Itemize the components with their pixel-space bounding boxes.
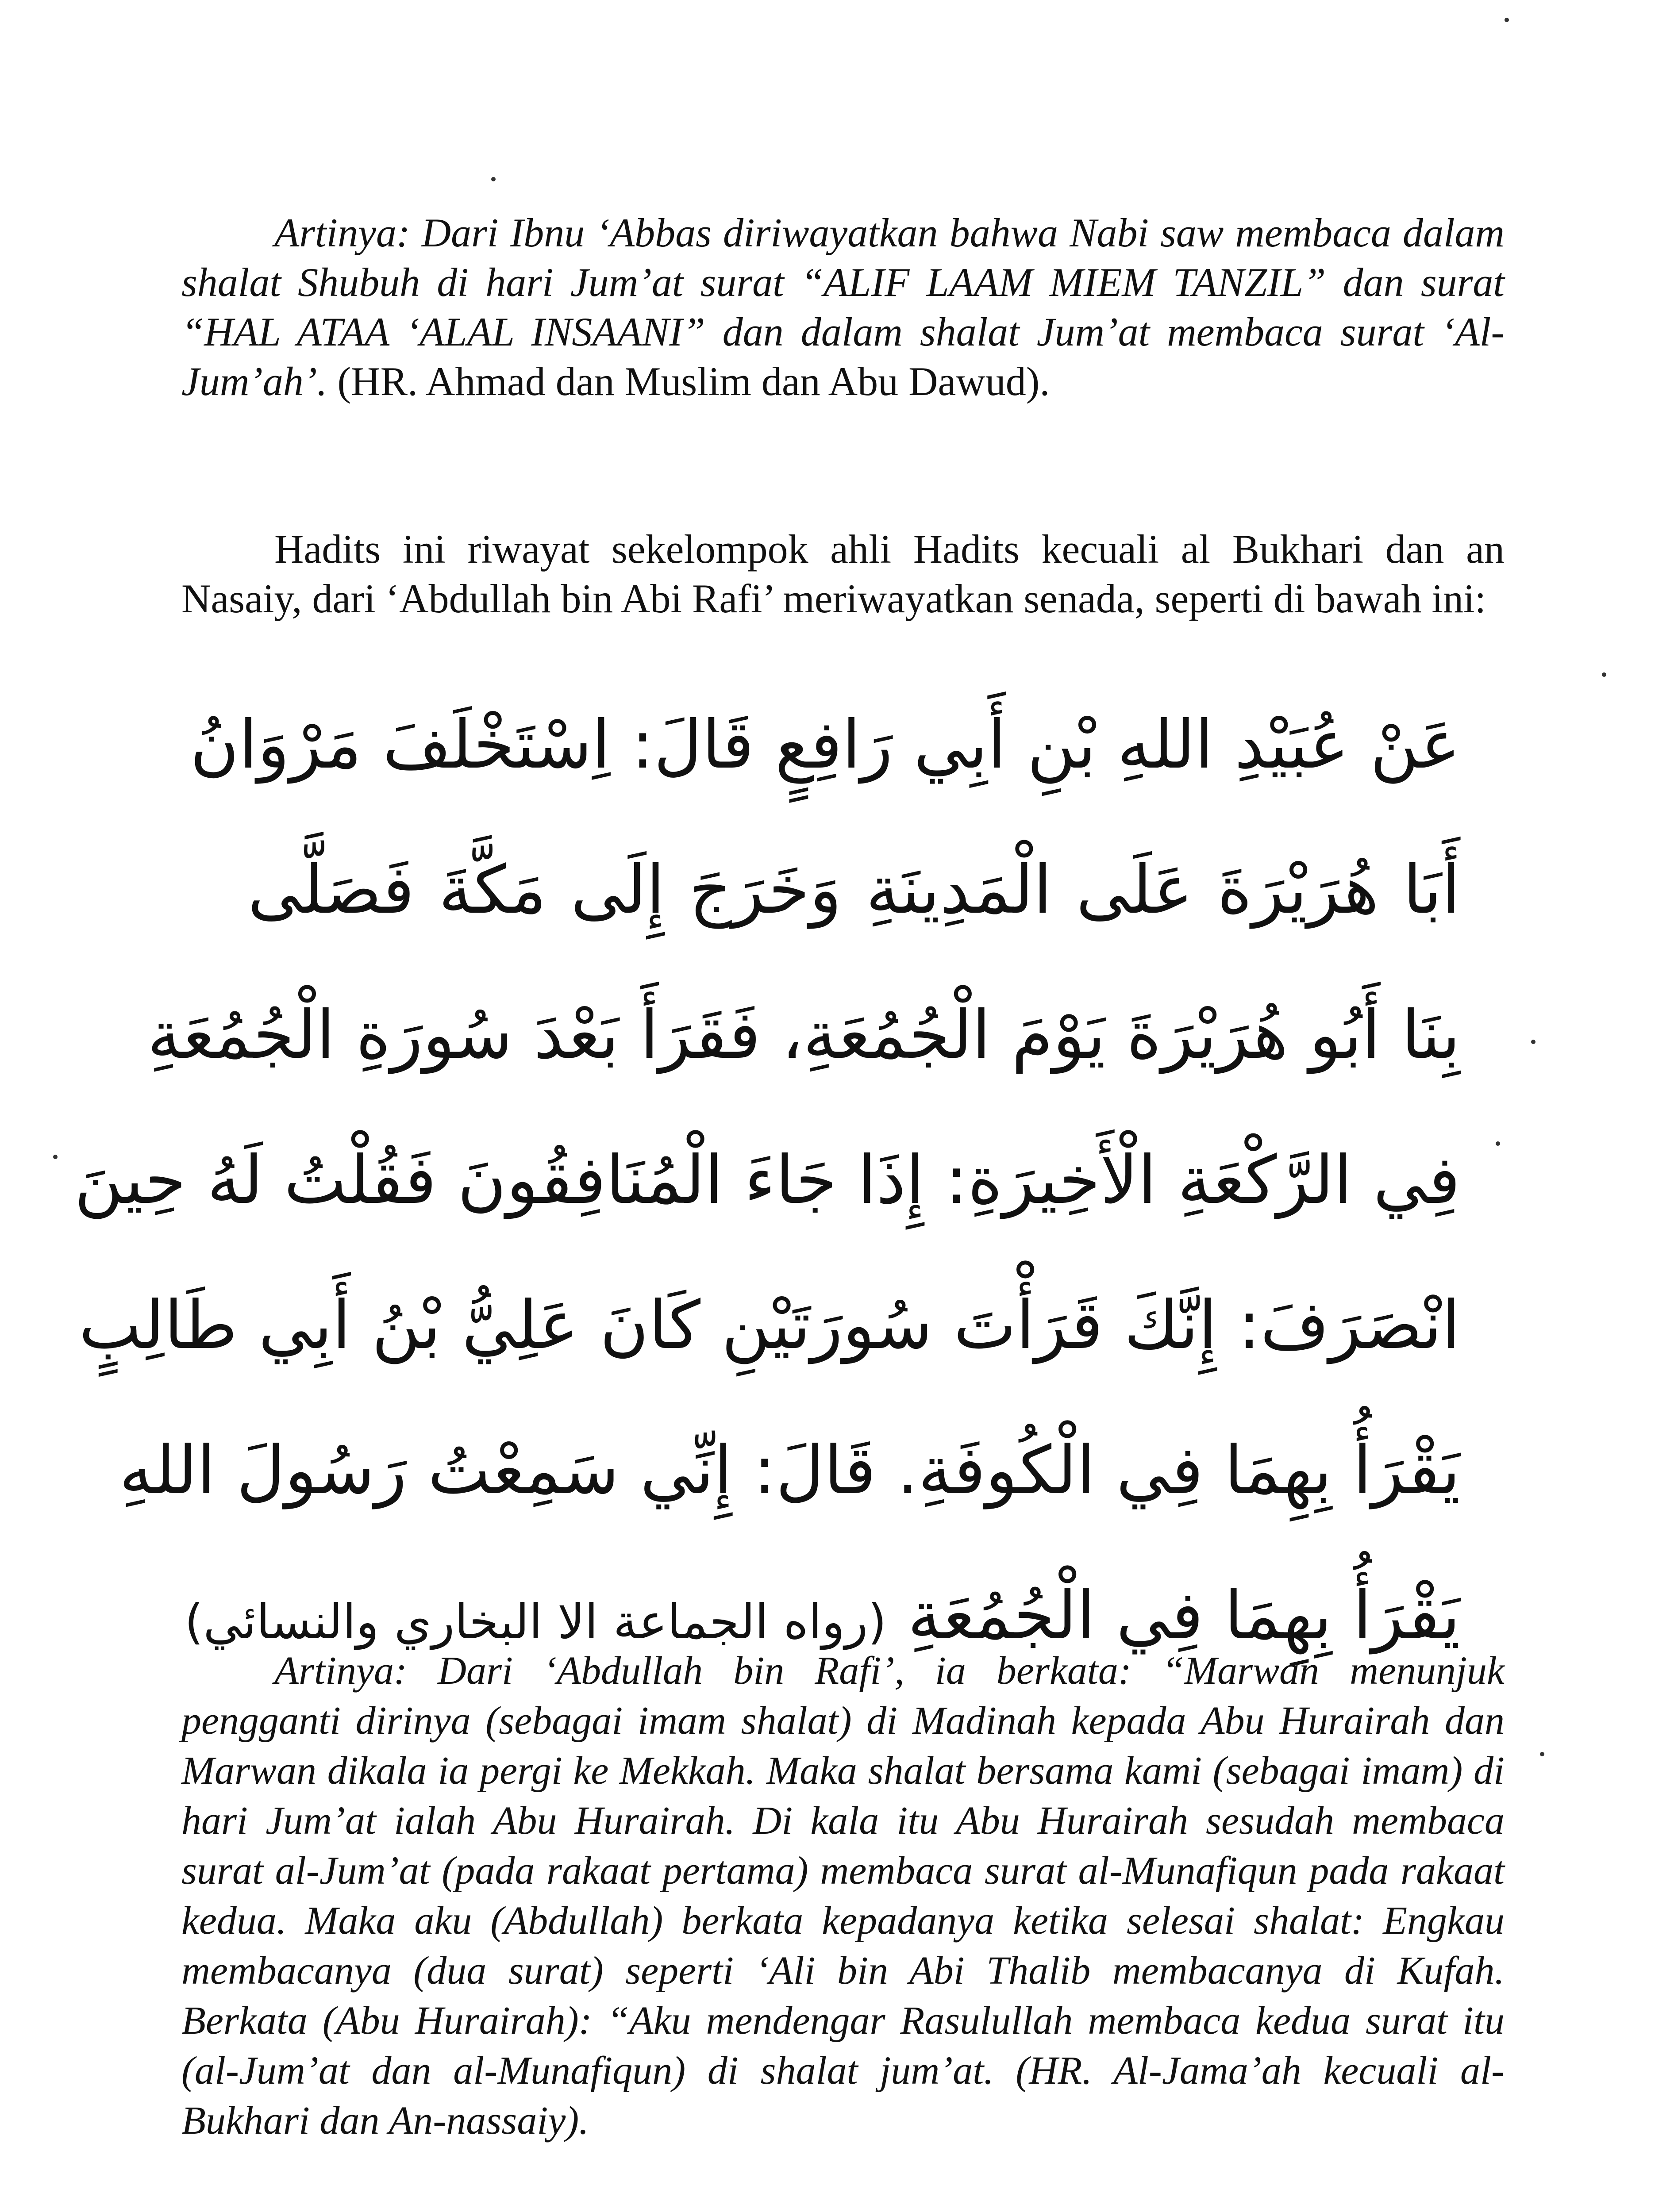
scan-speck [1496,1141,1500,1146]
arabic-line: يَقْرَأُ بِهِمَا فِي الْكُوفَةِ. قَالَ: إِنِّي سَمِعْتُ رَسُولَ اللهِ [119,1432,1460,1509]
translation-paragraph-2: Artinya: Dari ‘Abdullah bin Rafi’, ia berkata: “Marwan menunjuk pengganti dirinya (sebagai imam shalat) di Madinah kepada Abu Hurairah dan Marwan dikala ia pergi ke Mekkah. Maka shalat bersama kami (sebagai imam) di hari Jum’at ialah Abu Hurairah. Di kala itu Abu Hurairah sesudah membaca surat al-Jum’at (pada rakaat pertama) membaca surat al-Munafiqun pada rakaat kedua. Maka aku (Abdullah) berkata kepadanya ketika selesai shalat: Engkau membacanya (dua surat) seperti ‘Ali bin Abi Thalib membacanya di Kufah. Berkata (Abu Hurairah): “Aku mendengar Rasulullah membaca kedua surat itu (al-Jum’at dan al-Munafiqun) di shalat jum’at. (HR. Al-Jama’ah kecuali al-Bukhari dan An-nassaiy). [181,1649,1505,2143]
scan-speck [1602,672,1606,677]
translation-italic-text: Artinya: Dari Ibnu ‘Abbas diriwayatkan bahwa Nabi saw membaca dalam shalat Shubuh di hari Jum’at surat “ALIF LAAM MIEM TANZIL” dan surat “HAL ATAA ‘ALAL INSAANI” dan dalam shalat Jum’at membaca surat ‘Al-Jum’ah’. [181,210,1505,404]
arabic-line: انْصَرَفَ: إِنَّكَ قَرَأْتَ سُورَتَيْنِ كَانَ عَلِيُّ بْنُ أَبِي طَالِبٍ [79,1287,1460,1364]
arabic-line: يَقْرَأُ بِهِمَا فِي الْجُمُعَةِ [908,1577,1460,1654]
arabic-line: فِي الرَّكْعَةِ الْأَخِيرَةِ: إِذَا جَاءَ الْمُنَافِقُونَ فَقُلْتُ لَهُ حِينَ [74,1142,1460,1219]
hadith-source-text: (HR. Ahmad dan Muslim dan Abu Dawud). [327,359,1050,404]
arabic-line: أَبَا هُرَيْرَةَ عَلَى الْمَدِينَةِ وَخَرَجَ إِلَى مَكَّةَ فَصَلَّى [248,852,1460,929]
arabic-line: عَنْ عُبَيْدِ اللهِ بْنِ أَبِي رَافِعٍ قَالَ: اِسْتَخْلَفَ مَرْوَانُ [190,707,1460,783]
arabic-hadith-text [74,672,1460,1688]
translation-paragraph-1 [181,208,1505,406]
arabic-line: بِنَا أَبُو هُرَيْرَةَ يَوْمَ الْجُمُعَةِ، فَقَرَأَ بَعْدَ سُورَةِ الْجُمُعَةِ [147,997,1460,1074]
arabic-source-note: (رواه الجماعة الا البخاري والنسائي) [185,1594,887,1650]
intro-paragraph: Hadits ini riwayat sekelompok ahli Hadits kecuali al Bukhari dan an Nasaiy, dari ‘Abdullah bin Abi Rafi’ meriwayatkan senada, seperti di bawah ini: [181,526,1505,621]
scan-speck [1531,1040,1535,1044]
scan-speck [491,177,496,181]
scan-speck [53,1155,58,1159]
scan-speck [1505,18,1509,22]
scan-speck [1540,1752,1544,1756]
